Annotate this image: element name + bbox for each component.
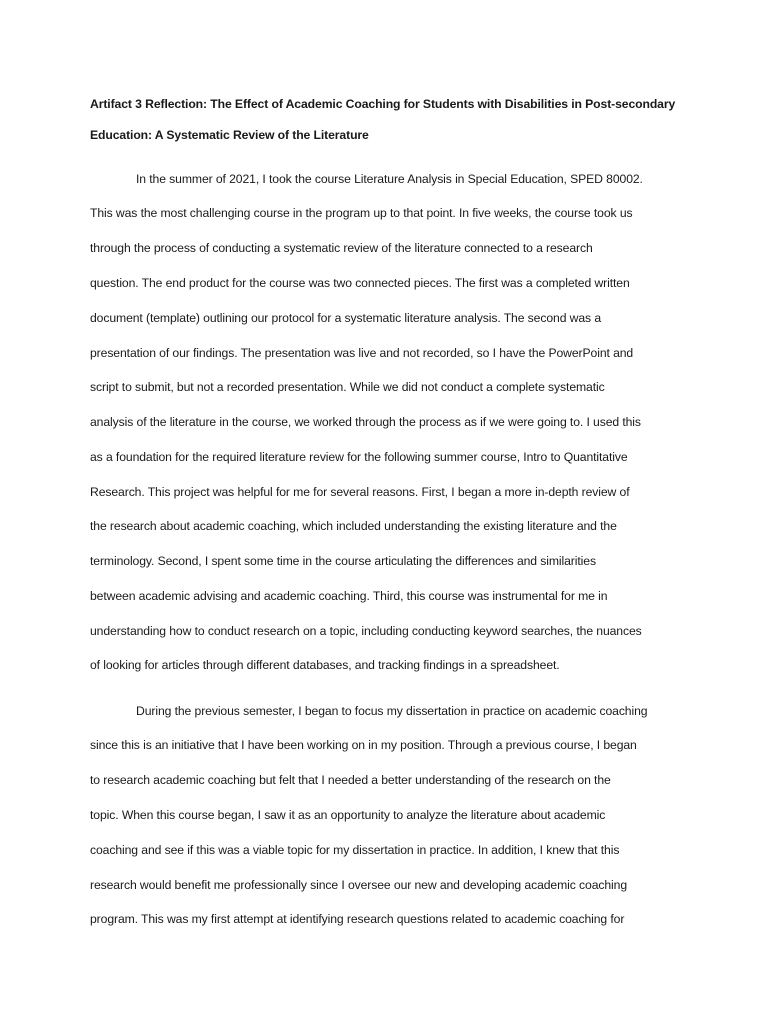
paragraph-1-line: In the summer of 2021, I took the course Literature Analysis in Special Education, SPED 80002.: [136, 172, 643, 186]
paragraph-1-line: Research. This project was helpful for me for several reasons. First, I began a more in-depth review of: [90, 485, 630, 499]
paragraph-1-line: the research about academic coaching, which included understanding the existing literature and the: [90, 519, 617, 533]
title-line-2: Education: A Systematic Review of the Literature: [90, 128, 369, 142]
paragraph-1-line: document (template) outlining our protocol for a systematic literature analysis. The second was a: [90, 311, 602, 325]
paragraph-1-line: through the process of conducting a systematic review of the literature connected to a research: [90, 241, 593, 255]
paragraph-1-line: question. The end product for the course was two connected pieces. The first was a completed written: [90, 276, 630, 290]
paragraph-1-line: terminology. Second, I spent some time in the course articulating the differences and similarities: [90, 554, 596, 568]
paragraph-2-line: During the previous semester, I began to focus my dissertation in practice on academic coaching: [136, 704, 648, 718]
paragraph-1-line: This was the most challenging course in the program up to that point. In five weeks, the course took us: [90, 206, 633, 220]
paragraph-1-line: understanding how to conduct research on a topic, including conducting keyword searches, the nuances: [90, 624, 642, 638]
paragraph-1-line: analysis of the literature in the course, we worked through the process as if we were going to. I used this: [90, 415, 641, 429]
paragraph-1-line: of looking for articles through different databases, and tracking findings in a spreadsheet.: [90, 658, 560, 672]
paragraph-2-line: program. This was my first attempt at identifying research questions related to academic coaching for: [90, 912, 625, 926]
paragraph-2-line: research would benefit me professionally since I oversee our new and developing academic coaching: [90, 878, 628, 892]
paragraph-2-line: topic. When this course began, I saw it as an opportunity to analyze the literature about academic: [90, 808, 606, 822]
paragraph-1-line: presentation of our findings. The presentation was live and not recorded, so I have the PowerPoint and: [90, 346, 634, 360]
paragraph-1-line: script to submit, but not a recorded presentation. While we did not conduct a complete systematic: [90, 380, 605, 394]
paragraph-1-line: between academic advising and academic coaching. Third, this course was instrumental for me in: [90, 589, 608, 603]
paragraph-1-line: as a foundation for the required literature review for the following summer course, Intro to Quantitative: [90, 450, 628, 464]
paragraph-2-line: to research academic coaching but felt that I needed a better understanding of the research on the: [90, 773, 611, 787]
title-line-1: Artifact 3 Reflection: The Effect of Academic Coaching for Students with Disabilities in Post-secondary: [90, 97, 676, 111]
paragraph-2-line: since this is an initiative that I have been working on in my position. Through a previous course, I began: [90, 738, 637, 752]
paragraph-2-line: coaching and see if this was a viable topic for my dissertation in practice. In addition, I knew that this: [90, 843, 620, 857]
